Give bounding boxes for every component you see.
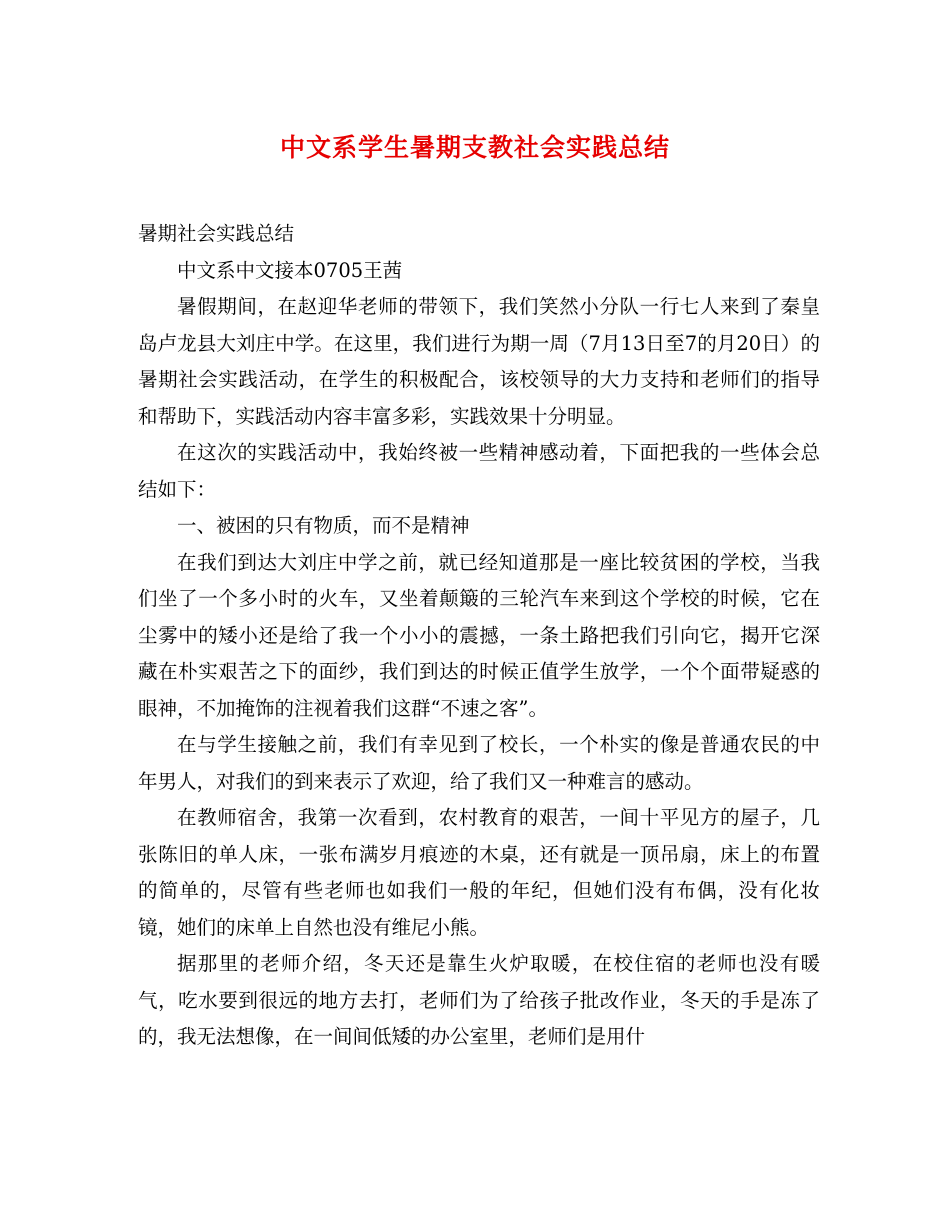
body-paragraph: 在这次的实践活动中，我始终被一些精神感动着，下面把我的一些体会总结如下：	[138, 441, 820, 501]
author-line: 中文系中文接本0705王茜	[177, 258, 403, 282]
body-paragraph: 在与学生接触之前，我们有幸见到了校长，一个朴实的像是普通农民的中年男人，对我们的到来表示了欢迎，给了我们又一种难言的感动。	[138, 733, 820, 793]
subtitle-paragraph: 暑期社会实践总结	[138, 222, 295, 245]
body-paragraph: 据那里的老师介绍，冬天还是靠生火炉取暖，在校住宿的老师也没有暖气，吃水要到很远的地方去打，老师们为了给孩子批改作业，冬天的手是冻了的，我无法想像，在一间间低矮的办公室里，老师们是用什	[138, 952, 820, 1048]
body-paragraph: 在我们到达大刘庄中学之前，就已经知道那是一座比较贫困的学校，当我们坐了一个多小时的火车，又坐着颠簸的三轮汽车来到这个学校的时候，它在尘雾中的矮小还是给了我一个小小的震撼，一条土路把我们引向它，揭开它深藏在朴实艰苦之下的面纱，我们到达的时候正值学生放学，一个个面带疑惑的眼神，不加掩饰的注视着我们这群“不速之客”。	[138, 550, 820, 720]
section-heading: 一、被困的只有物质，而不是精神	[177, 514, 470, 537]
document-title: 中文系学生暑期支教社会实践总结	[279, 133, 670, 162]
body-paragraph: 暑假期间，在赵迎华老师的带领下，我们笑然小分队一行七人来到了秦皇岛卢龙县大刘庄中学。在这里，我们进行为期一周（7月13日至7的月20日）的暑期社会实践活动，在学生的积极配合，该校领导的大力支持和老师们的指导和帮助下，实践活动内容丰富多彩，实践效果十分明显。	[138, 295, 820, 428]
body-paragraph: 在教师宿舍，我第一次看到，农村教育的艰苦，一间十平见方的屋子，几张陈旧的单人床，一张布满岁月痕迹的木桌，还有就是一顶吊扇，床上的布置的简单的，尽管有些老师也如我们一般的年纪，但她们没有布偶，没有化妆镜，她们的床单上自然也没有维尼小熊。	[138, 806, 820, 939]
document-body	[138, 216, 820, 1056]
